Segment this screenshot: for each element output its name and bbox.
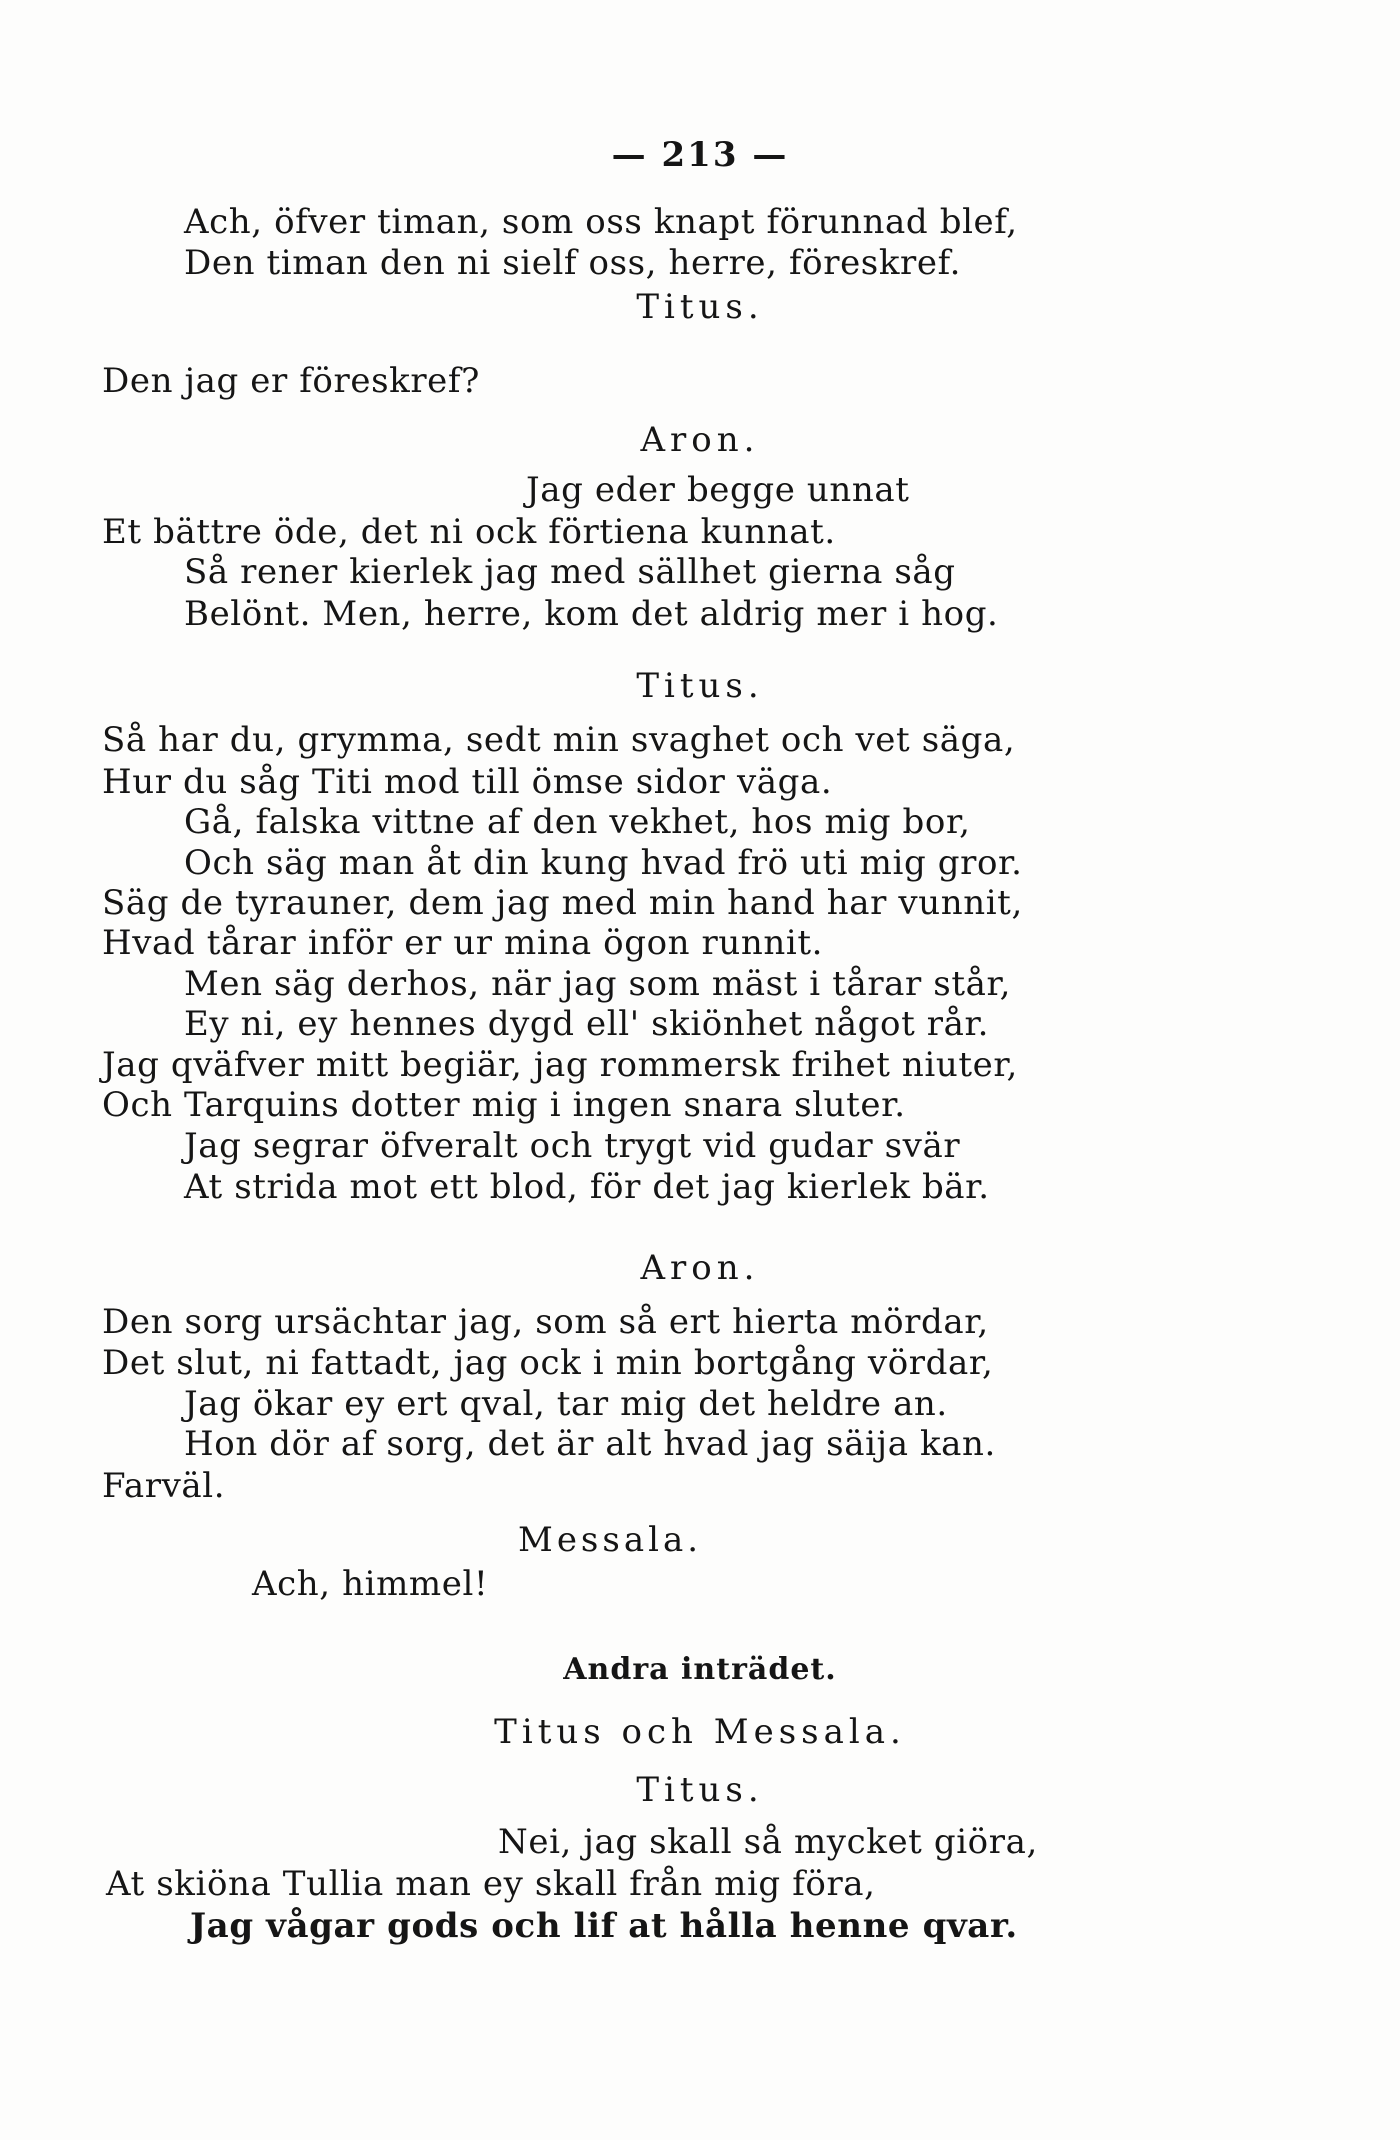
speaker-name: Aron. <box>640 420 760 460</box>
verse-line: Säg de tyrauner, dem jag med min hand har vunnit, <box>102 883 1023 923</box>
verse-line: Et bättre öde, det ni ock förtiena kunnat. <box>102 512 836 552</box>
scene-heading: Andra inträdet. <box>563 1652 837 1687</box>
verse-line: Jag eder begge unnat <box>526 470 910 510</box>
verse-line: At skiöna Tullia man ey skall från mig föra, <box>106 1864 876 1904</box>
verse-line: Hvad tårar inför er ur mina ögon runnit. <box>102 923 824 963</box>
verse-line: Den jag er föreskref? <box>102 361 480 401</box>
verse-line: Nei, jag skall så mycket giöra, <box>498 1822 1038 1862</box>
verse-line: Jag vågar gods och lif at hålla henne qvar. <box>190 1906 1018 1946</box>
verse-line: Den sorg ursächtar jag, som så ert hierta mördar, <box>102 1302 989 1342</box>
verse-line: Det slut, ni fattadt, jag ock i min bortgång vördar, <box>102 1343 994 1383</box>
speaker-name: Aron. <box>640 1248 760 1288</box>
verse-line: Hon dör af sorg, det är alt hvad jag säija kan. <box>184 1424 996 1464</box>
verse-line: Jag segrar öfveralt och trygt vid gudar svär <box>184 1126 961 1166</box>
speaker-name: Titus. <box>636 666 764 706</box>
verse-line: Och säg man åt din kung hvad frö uti mig gror. <box>184 843 1023 883</box>
verse-line: Så har du, grymma, sedt min svaghet och vet säga, <box>102 720 1016 760</box>
verse-line: Ach, himmel! <box>252 1564 489 1604</box>
page-number: — 213 — <box>611 135 789 175</box>
verse-line: Farväl. <box>102 1466 226 1506</box>
verse-line: Jag ökar ey ert qval, tar mig det heldre an. <box>184 1384 948 1424</box>
verse-line: Hur du såg Titi mod till ömse sidor väga. <box>102 762 833 802</box>
verse-line: Så rener kierlek jag med sällhet gierna såg <box>184 552 956 592</box>
scene-characters: Titus och Messala. <box>494 1712 906 1752</box>
verse-line: Och Tarquins dotter mig i ingen snara sluter. <box>102 1085 906 1125</box>
verse-line: At strida mot ett blod, för det jag kierlek bär. <box>184 1167 990 1207</box>
verse-line: Gå, falska vittne af den vekhet, hos mig bor, <box>184 802 971 842</box>
verse-line: Ach, öfver timan, som oss knapt förunnad blef, <box>184 202 1018 242</box>
verse-line: Jag qväfver mitt begiär, jag rommersk frihet niuter, <box>102 1045 1018 1085</box>
verse-line: Belönt. Men, herre, kom det aldrig mer i hog. <box>184 594 999 634</box>
verse-line: Den timan den ni sielf oss, herre, föreskref. <box>184 243 961 283</box>
speaker-name: Titus. <box>636 1770 764 1810</box>
verse-line: Ey ni, ey hennes dygd ell' skiönhet något rår. <box>184 1004 989 1044</box>
speaker-name: Messala. <box>518 1520 703 1560</box>
speaker-name: Titus. <box>636 287 764 327</box>
verse-line: Men säg derhos, när jag som mäst i tårar står, <box>184 964 1012 1004</box>
